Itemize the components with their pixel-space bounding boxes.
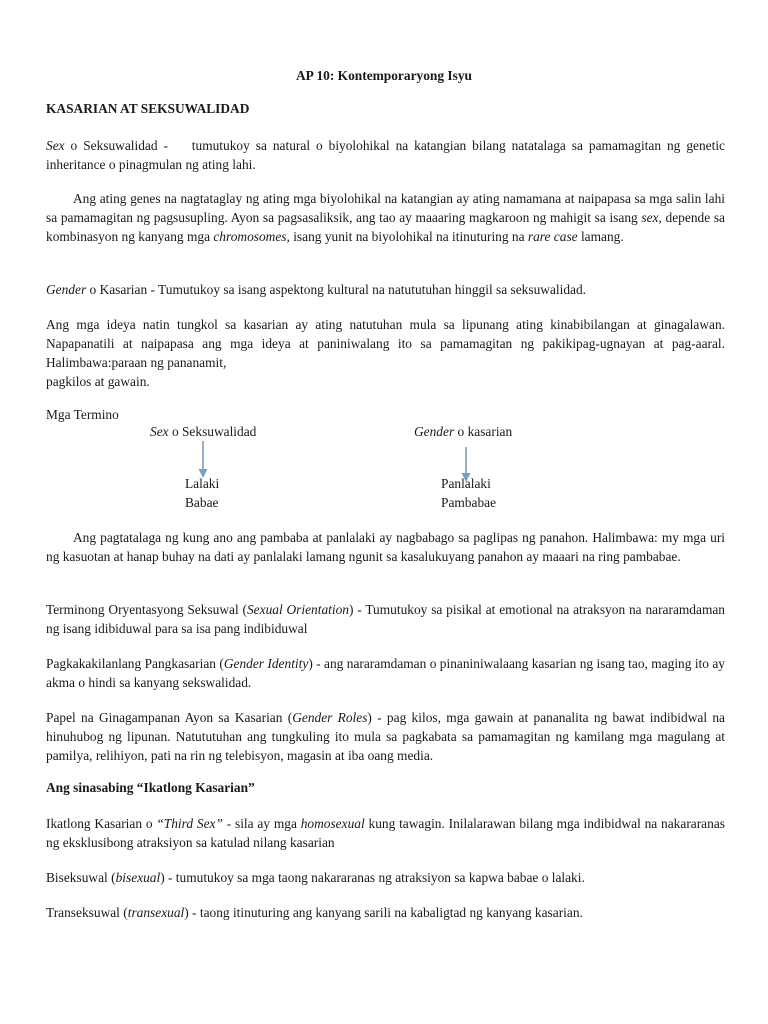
roles-text-1: Papel na Ginagampanan Ayon sa Kasarian ( bbox=[46, 710, 293, 725]
third-text-3: kung tawagin. Inilalarawan bilang mga indibidwal na nakararanas ng eksklusibong atraksiyon sa katulad nilang kasarian bbox=[46, 816, 725, 850]
terms-right-header bbox=[414, 422, 512, 441]
ideya-text-1: Ang mga ideya natin tungkol sa kasarian ay ating natutuhan mula sa lipunang ating kinabibilangan at ginagalawan. Napapanatili at naipapasa ang mga ideya at paniniwalang ito sa pamamagitan ng pakikipag-ugnayan at pag-aaral. Halimbawa:paraan ng pananamit, bbox=[46, 317, 725, 370]
left-item-lalaki: Lalaki bbox=[185, 476, 220, 491]
genes-italic-sex: sex bbox=[641, 210, 659, 225]
identity-text-1: Pagkakakilanlang Pangkasarian ( bbox=[46, 656, 224, 671]
identity-text-2: ) - ang nararamdaman o pinaniniwalaang kasarian ng isang tao, maging ito ay akma o hindi sa kanyang sekswalidad. bbox=[46, 656, 725, 690]
document-title: AP 10: Kontemporaryong Isyu bbox=[296, 68, 472, 83]
third-text-2: - sila ay mga bbox=[222, 816, 301, 831]
terms-left-header bbox=[150, 422, 256, 441]
genes-italic-rare-case: rare case bbox=[527, 229, 578, 244]
left-item-babae: Babae bbox=[185, 495, 219, 510]
sex-definition-text: o Seksuwalidad - tumutukoy sa natural o biyolohikal na katangian bilang natatalaga sa pamamagitan ng genetic inheritance o pinagmulan ng ating lahi. bbox=[46, 138, 729, 172]
genes-text-1: Ang ating genes na nagtataglay ng ating mga biyolohikal na katangian ay ating namamana at naipapasa sa mga salin lahi sa pamamagitan ng pagsusupling. Ayon sa pagsasaliksik, ang tao ay maaaring magkaroon ng mahigit sa isang bbox=[46, 191, 725, 225]
orientation-italic: Sexual Orientation bbox=[246, 602, 349, 617]
terms-right-italic: Gender bbox=[414, 424, 455, 439]
terms-left-rest: o Seksuwalidad bbox=[168, 424, 257, 439]
section-heading: KASARIAN AT SEKSUWALIDAD bbox=[46, 101, 250, 116]
genes-text-4: lamang. bbox=[577, 229, 624, 244]
identity-italic: Gender Identity bbox=[223, 656, 309, 671]
transexual-text-2: ) - taong itinuturing ang kanyang sarili na kabaligtad ng kanyang kasarian. bbox=[184, 905, 583, 920]
third-text-1: Ikatlong Kasarian o bbox=[46, 816, 157, 831]
third-italic-homosexual: homosexual bbox=[300, 816, 365, 831]
roles-text-2: ) - pag kilos, mga gawain at pananalita ng bawat indibidwal na hinuhubog ng lipunan. Natututuhan ang tungkuling ito mula sa pagkabata sa pamamagitan ng kamilang mga magulang at pamilya, relihiyon, pati na rin ng telebisyon, magasin at iba oang media. bbox=[46, 710, 725, 763]
terms-left-italic: Sex bbox=[150, 424, 169, 439]
right-item-panlalaki: Panlalaki bbox=[441, 476, 491, 491]
genes-paragraph bbox=[46, 189, 725, 246]
gender-definition bbox=[46, 280, 725, 299]
identity-paragraph bbox=[46, 654, 725, 692]
gender-definition-text: o Kasarian - Tumutukoy sa isang aspektong kultural na natututuhan hinggil sa seksuwalidad. bbox=[86, 282, 587, 297]
orientation-paragraph bbox=[46, 600, 725, 638]
sex-definition bbox=[46, 136, 729, 174]
third-sex-paragraph bbox=[46, 814, 725, 852]
orientation-text-1: Terminong Oryentasyong Seksuwal ( bbox=[46, 602, 247, 617]
bisexual-text-2: ) - tumutukoy sa mga taong nakararanas ng atraksiyon sa kapwa babae o lalaki. bbox=[160, 870, 585, 885]
sex-term: Sex bbox=[46, 138, 65, 153]
gender-term: Gender bbox=[46, 282, 87, 297]
right-item-pambabae: Pambabae bbox=[441, 495, 497, 510]
transexual-italic: transexual bbox=[127, 905, 185, 920]
transexual-text-1: Transeksuwal ( bbox=[46, 905, 128, 920]
bisexual-italic: bisexual bbox=[115, 870, 161, 885]
genes-text-2: , depende sa kombinasyon ng kanyang mga bbox=[46, 210, 725, 244]
pagtatalaga-paragraph: Ang pagtatalaga ng kung ano ang pambaba at panlalaki ay nagbabago sa paglipas ng panahon. Halimbawa: my mga uri ng kasuotan at hanap buhay na dati ay panlalaki lamang ngunit sa kasalukuyang panahon ay maaari na ring pambabae. bbox=[46, 530, 725, 564]
ideya-text-2: pagkilos at gawain. bbox=[46, 374, 150, 389]
bisexual-text-1: Biseksuwal ( bbox=[46, 870, 116, 885]
third-italic-third-sex: “Third Sex” bbox=[156, 816, 223, 831]
terms-right-rest: o kasarian bbox=[454, 424, 513, 439]
roles-italic: Gender Roles bbox=[292, 710, 368, 725]
terms-label: Mga Termino bbox=[46, 407, 119, 422]
third-gender-heading: Ang sinasabing “Ikatlong Kasarian” bbox=[46, 780, 255, 795]
bisexual-paragraph bbox=[46, 868, 725, 887]
orientation-text-2: ) - Tumutukoy sa pisikal at emotional na atraksyon na nararamdaman ng isang idibiduwal para sa isa pang indibiduwal bbox=[46, 602, 725, 636]
genes-italic-chromosomes: chromosomes bbox=[213, 229, 287, 244]
transexual-paragraph bbox=[46, 903, 725, 922]
roles-paragraph bbox=[46, 708, 725, 765]
genes-text-3: , isang yunit na biyolohikal na itinuturing na bbox=[286, 229, 528, 244]
ideya-paragraph bbox=[46, 315, 725, 391]
